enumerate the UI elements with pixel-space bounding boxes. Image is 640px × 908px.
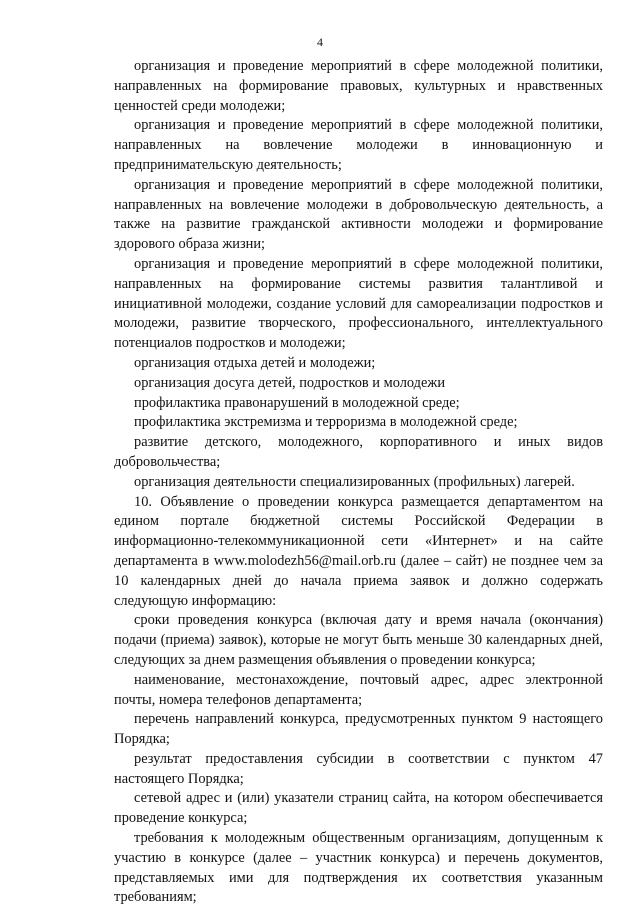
paragraph: наименование, местонахождение, почтовый адрес, адрес электронной почты, номера телефонов департамента; bbox=[114, 671, 603, 708]
paragraph: организация отдыха детей и молодежи; bbox=[134, 354, 376, 371]
paragraph: результат предоставления субсидии в соответствии с пунктом 47 настоящего Порядка; bbox=[114, 750, 603, 787]
paragraph: развитие детского, молодежного, корпоративного и иных видов добровольчества; bbox=[114, 434, 603, 470]
page-number: 4 bbox=[317, 35, 323, 49]
paragraph: сетевой адрес и (или) указатели страниц сайта, на котором обеспечивается проведение конкурса; bbox=[114, 790, 603, 827]
document-body bbox=[114, 57, 603, 908]
paragraph: организация и проведение мероприятий в сфере молодежной политики, направленных на вовлечение молодежи в инновационную и предпринимательскую деятельность; bbox=[114, 117, 603, 173]
paragraph: требования к молодежным общественным организациям, допущенным к участию в конкурсе (далее – участник конкурса) и перечень документов, представляемых ими для подтверждения их соответствия указанным требованиям; bbox=[114, 830, 603, 906]
paragraph: организация и проведение мероприятий в сфере молодежной политики, направленных на вовлечение молодежи в добровольческую деятельность, а также на развитие гражданской активности молодежи и формирование здорового образа жизни; bbox=[114, 176, 603, 253]
paragraph: профилактика правонарушений в молодежной среде; bbox=[134, 394, 460, 411]
paragraph: 10. Объявление о проведении конкурса размещается департаментом на едином портале бюджетной системы Российской Федерации в информационно-телекоммуникационной сети «Интернет» и на сайте департамента в www.molodezh56@mail.orb.ru (далее – сайт) не позднее чем за 10 календарных дней до начала приема заявок и должно содержать следующую информацию: bbox=[114, 493, 603, 609]
paragraph: организация и проведение мероприятий в сфере молодежной политики, направленных на формирование правовых, культурных и нравственных ценностей среди молодежи; bbox=[114, 58, 603, 114]
paragraph: профилактика экстремизма и терроризма в молодежной среде; bbox=[134, 414, 518, 431]
paragraph: сроки проведения конкурса (включая дату и время начала (окончания) подачи (приема) заявок), которые не могут быть меньше 30 календарных дней, следующих за днем размещения объявления о проведении конкурса; bbox=[114, 612, 603, 668]
paragraph: организация деятельности специализированных (профильных) лагерей. bbox=[134, 473, 575, 490]
paragraph: перечень направлений конкурса, предусмотренных пунктом 9 настоящего Порядка; bbox=[114, 711, 603, 748]
paragraph: организация и проведение мероприятий в сфере молодежной политики, направленных на формирование системы развития талантливой и инициативной молодежи, создание условий для самореализации подростков и молодежи, развитие творческого, профессионального, интеллектуального потенциалов подростков и молодежи; bbox=[114, 255, 603, 352]
paragraph: организация досуга детей, подростков и молодежи bbox=[134, 374, 446, 391]
